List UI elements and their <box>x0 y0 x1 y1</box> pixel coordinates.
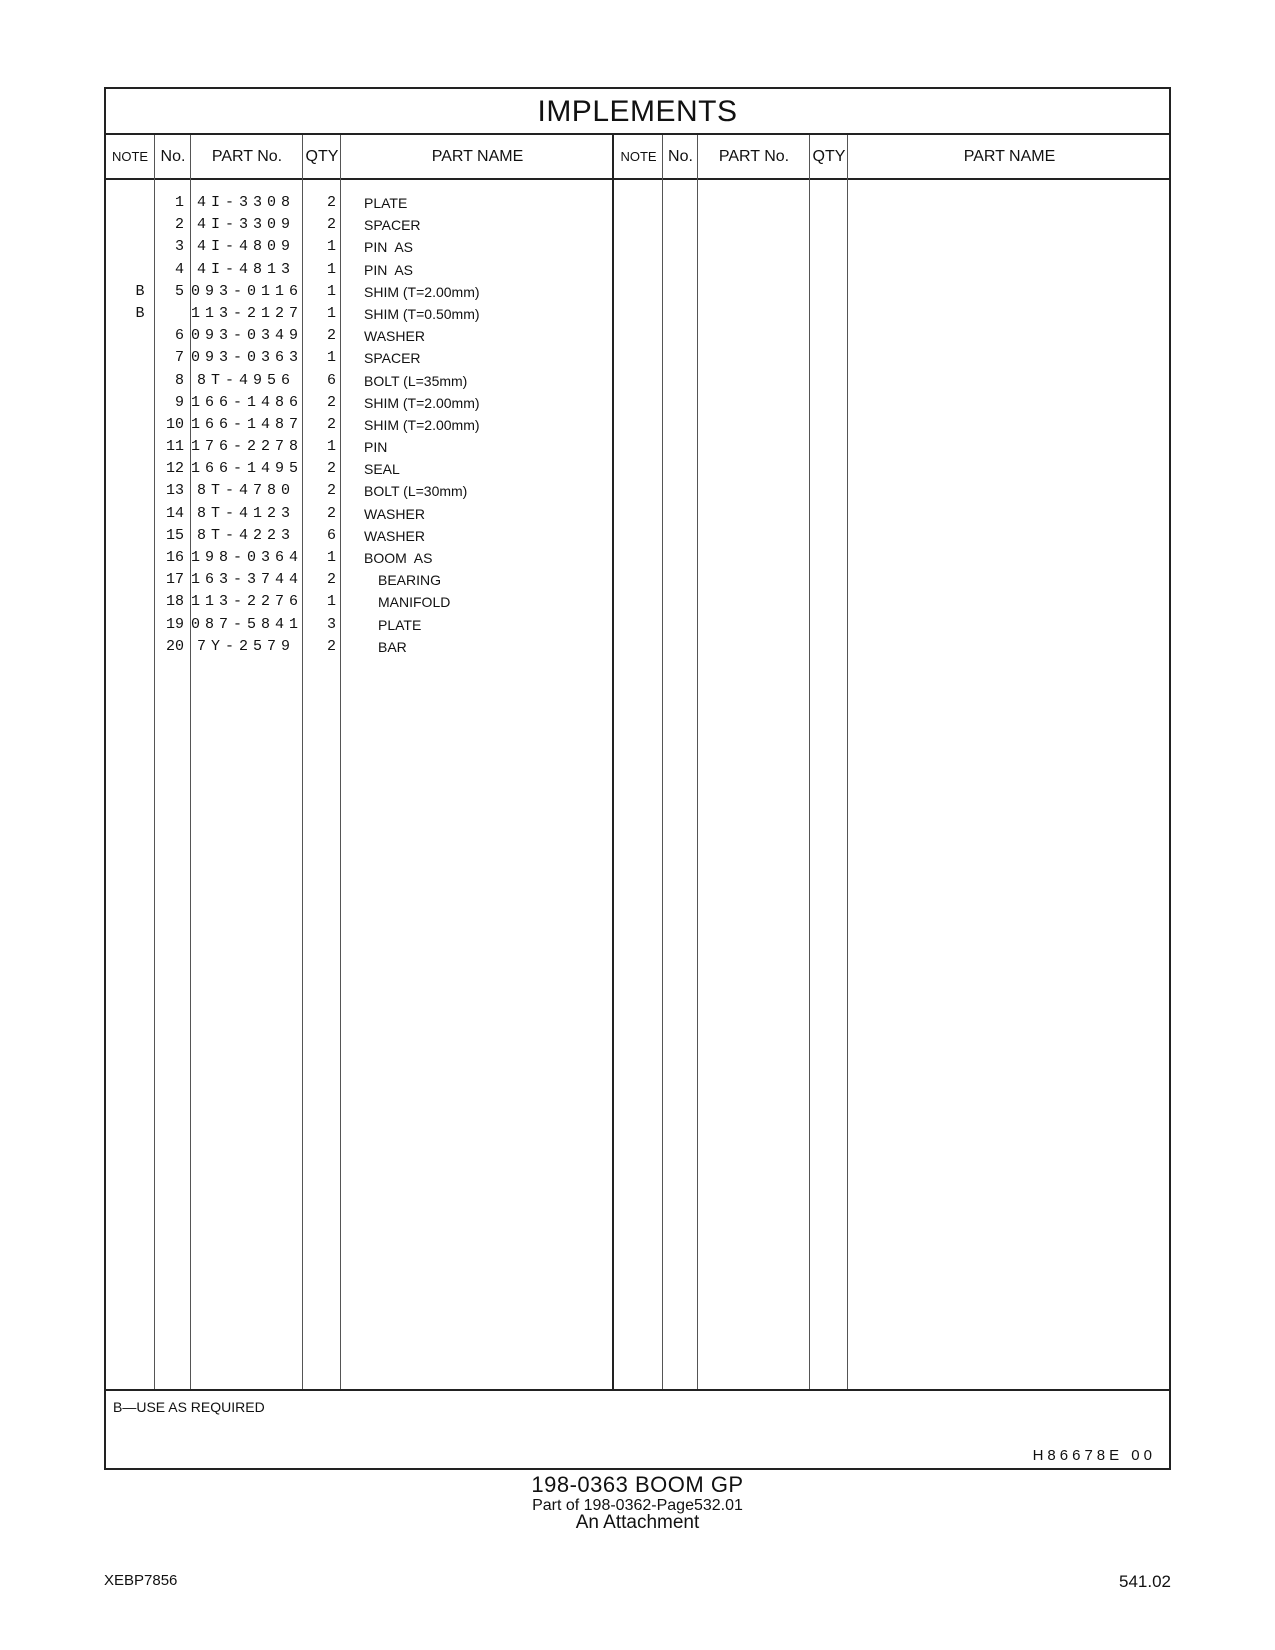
parts-table <box>104 87 1171 1470</box>
quantity-cell: 2 <box>326 637 336 655</box>
table-header <box>106 135 1169 180</box>
part-name-cell: BEARING <box>378 572 442 589</box>
part-number-cell: 4I-4813 <box>196 260 295 278</box>
quantity-cell: 2 <box>326 482 336 500</box>
header-no-right: No. <box>668 148 693 165</box>
item-number-cell: 18 <box>165 593 184 611</box>
table-row <box>106 458 1173 480</box>
part-name-cell: PLATE <box>378 616 422 633</box>
part-name-cell: BOLT (L=35mm) <box>364 372 468 389</box>
part-name-cell: SHIM (T=2.00mm) <box>364 416 480 433</box>
parts-list <box>106 192 1173 658</box>
part-name-cell: PLATE <box>364 195 408 211</box>
part-number-cell: 166-1495 <box>191 460 304 478</box>
quantity-cell: 6 <box>326 371 336 389</box>
part-number-cell: 113-2276 <box>191 593 304 611</box>
table-row <box>106 259 1173 281</box>
part-number-cell: 4I-4809 <box>196 238 295 256</box>
item-number-cell: 9 <box>174 393 184 411</box>
caption-subtitle: An Attachment <box>575 1512 700 1533</box>
header-note-right: NOTE <box>620 149 657 164</box>
part-name-cell: SEAL <box>364 461 400 478</box>
header-qty: QTY <box>305 148 339 165</box>
quantity-cell: 2 <box>326 393 336 411</box>
quantity-cell: 1 <box>326 238 336 256</box>
table-row <box>106 325 1173 347</box>
part-name-cell: SHIM (T=2.00mm) <box>364 283 480 300</box>
part-number-cell: 166-1486 <box>191 393 304 411</box>
footer-divider <box>106 1389 1169 1391</box>
item-number-cell: 20 <box>165 637 184 655</box>
part-number-cell: 8T-4123 <box>196 504 295 522</box>
part-name-cell: WASHER <box>364 328 425 345</box>
part-number-cell: 8T-4780 <box>196 482 295 500</box>
item-number-cell: 3 <box>174 238 184 256</box>
item-number-cell: 1 <box>174 194 184 211</box>
quantity-cell: 1 <box>326 349 336 367</box>
quantity-cell: 1 <box>326 282 336 300</box>
part-number-cell: 198-0364 <box>191 549 304 566</box>
table-row <box>106 569 1173 591</box>
table-row <box>106 614 1173 636</box>
part-name-cell: SPACER <box>364 350 421 367</box>
part-number-cell: 4I-3308 <box>196 194 295 211</box>
document-id: XEBP7856 <box>104 1572 178 1589</box>
note-cell: B <box>135 282 145 300</box>
part-number-cell: 176-2278 <box>191 438 304 456</box>
item-number-cell: 19 <box>165 615 184 633</box>
quantity-cell: 6 <box>326 526 336 544</box>
part-number-cell: 087-5841 <box>191 615 304 633</box>
part-number-cell: 7Y-2579 <box>196 637 295 655</box>
item-number-cell: 12 <box>165 460 184 478</box>
header-part-no: PART No. <box>211 148 283 165</box>
item-number-cell: 2 <box>174 216 184 234</box>
quantity-cell: 2 <box>326 504 336 522</box>
table-row <box>106 236 1173 258</box>
quantity-cell: 2 <box>326 460 336 478</box>
quantity-cell: 2 <box>326 194 336 211</box>
caption-reference: Part of 198-0362-Page532.01 <box>532 1497 743 1514</box>
part-name-cell: PIN AS <box>364 261 414 278</box>
table-row <box>106 392 1173 414</box>
header-part-name: PART NAME <box>431 148 524 165</box>
item-number-cell: 8 <box>174 371 184 389</box>
part-number-cell: 093-0363 <box>191 349 304 367</box>
table-row <box>106 480 1173 502</box>
part-number-cell: 4I-3309 <box>196 216 295 234</box>
quantity-cell: 1 <box>326 593 336 611</box>
part-name-cell: BOOM AS <box>364 550 433 566</box>
part-number-cell: 163-3744 <box>191 571 304 589</box>
table-row <box>106 347 1173 369</box>
caption-title: 198-0363 BOOM GP <box>531 1472 744 1497</box>
table-row <box>106 414 1173 436</box>
part-number-cell: 093-0349 <box>191 327 304 345</box>
table-row <box>106 547 1173 569</box>
item-number-cell: 11 <box>165 438 184 456</box>
table-row <box>106 591 1173 613</box>
quantity-cell: 2 <box>326 327 336 345</box>
part-name-cell: PIN <box>364 439 388 456</box>
item-number-cell: 15 <box>165 526 184 544</box>
part-name-cell: WASHER <box>364 527 425 544</box>
item-number-cell: 7 <box>174 349 184 367</box>
part-name-cell: SHIM (T=0.50mm) <box>364 305 480 322</box>
item-number-cell: 17 <box>165 571 184 589</box>
part-number-cell: 8T-4956 <box>196 371 295 389</box>
header-note: NOTE <box>111 149 149 164</box>
item-number-cell: 6 <box>174 327 184 345</box>
table-title: IMPLEMENTS <box>106 89 1169 135</box>
table-row <box>106 303 1173 325</box>
part-name-cell: BAR <box>378 638 407 655</box>
item-number-cell: 10 <box>165 415 184 433</box>
quantity-cell: 3 <box>326 615 336 633</box>
table-row <box>106 436 1173 458</box>
quantity-cell: 2 <box>326 571 336 589</box>
table-row <box>106 214 1173 236</box>
header-part-name-right: PART NAME <box>963 148 1056 165</box>
part-name-cell: BOLT (L=30mm) <box>364 483 468 500</box>
part-name-cell: SPACER <box>364 217 421 234</box>
quantity-cell: 1 <box>326 549 336 566</box>
header-no: No. <box>160 148 186 165</box>
table-row <box>106 370 1173 392</box>
item-number-cell: 16 <box>165 549 184 566</box>
page-number: 541.02 <box>1119 1572 1171 1591</box>
drawing-code: H86678E 00 <box>1032 1447 1156 1464</box>
table-row <box>106 525 1173 547</box>
part-name-cell: SHIM (T=2.00mm) <box>364 394 480 411</box>
header-part-no-right: PART No. <box>718 148 790 165</box>
quantity-cell: 2 <box>326 216 336 234</box>
part-number-cell: 166-1487 <box>191 415 304 433</box>
quantity-cell: 1 <box>326 304 336 322</box>
quantity-cell: 2 <box>326 415 336 433</box>
table-row <box>106 636 1173 658</box>
part-name-cell: MANIFOLD <box>378 594 451 611</box>
note-cell: B <box>135 304 145 322</box>
item-number-cell: 13 <box>165 482 184 500</box>
quantity-cell: 1 <box>326 260 336 278</box>
footnote: B—USE AS REQUIRED <box>113 1399 265 1415</box>
quantity-cell: 1 <box>326 438 336 456</box>
item-number-cell: 4 <box>174 260 184 278</box>
table-row <box>106 503 1173 525</box>
part-number-cell: 093-0116 <box>191 282 304 300</box>
item-number-cell: 14 <box>165 504 184 522</box>
table-row <box>106 281 1173 303</box>
item-number-cell: 5 <box>174 282 184 300</box>
part-number-cell: 8T-4223 <box>196 526 295 544</box>
part-name-cell: PIN AS <box>364 239 414 256</box>
table-row <box>106 192 1173 214</box>
part-name-cell: WASHER <box>364 505 425 522</box>
header-qty-right: QTY <box>812 148 846 165</box>
part-number-cell: 113-2127 <box>191 304 304 322</box>
